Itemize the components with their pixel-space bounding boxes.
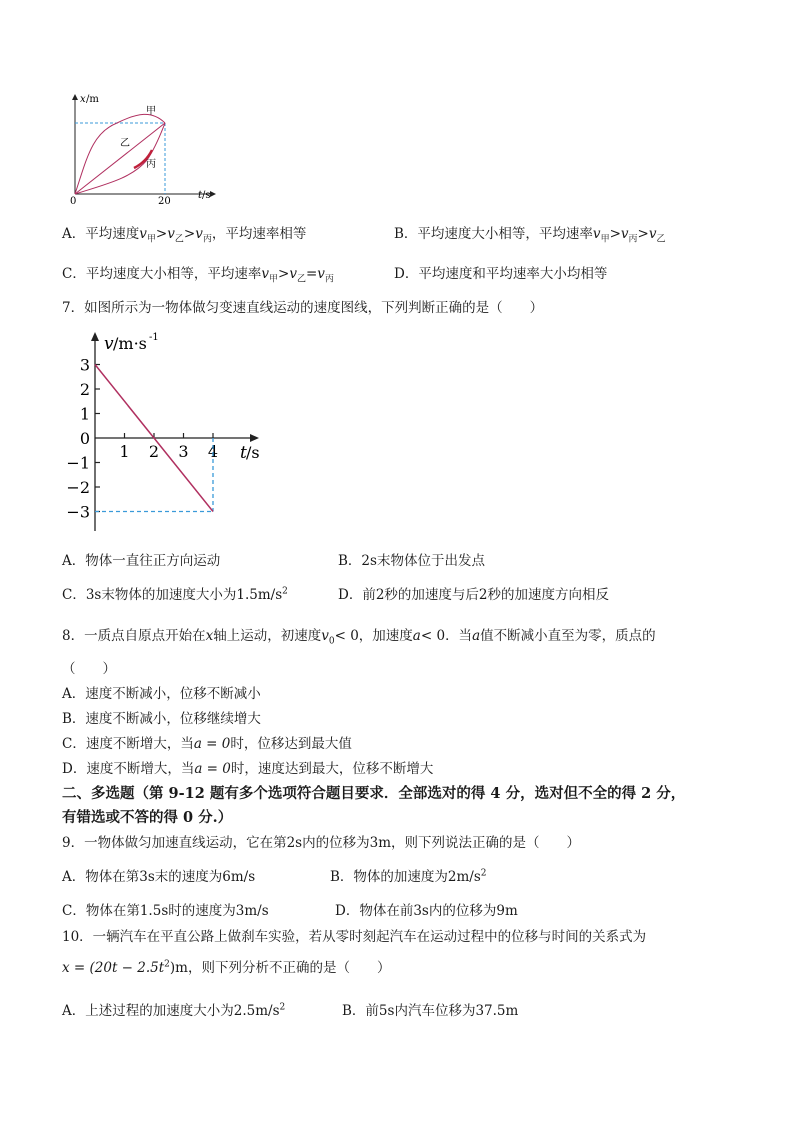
- q10-formula: x = (20t − 2.5t: [62, 960, 165, 976]
- label-yi: 乙: [120, 138, 130, 149]
- q9-a-pre: A．物体在第: [62, 869, 140, 885]
- q8-stem-mid3: ．当: [445, 628, 473, 644]
- x-tick-label: 1: [119, 442, 130, 461]
- v-sym: v: [167, 226, 175, 242]
- q9-d-mid: 内的位移为: [428, 903, 497, 919]
- q8-stem-pre: 8．一质点自原点开始在: [62, 628, 206, 644]
- q7-d-post: 秒的加速度方向相反: [487, 587, 610, 603]
- sub-bing: 丙: [628, 234, 638, 245]
- q10-b-n: 5s: [378, 1003, 395, 1019]
- q7-d-n2: 2: [478, 587, 488, 603]
- a-eq-0: a = 0: [193, 736, 231, 752]
- xt-t-label-unit: /s: [202, 190, 211, 201]
- q10-option-a: [62, 1002, 285, 1020]
- q7-b-num: 2s: [361, 553, 377, 569]
- section2-heading-line2: 有错选或不答的得 0 分.）: [62, 809, 233, 826]
- q9-b-val: 2m/s: [447, 869, 481, 885]
- q9-option-c: [62, 902, 269, 920]
- v-sym: v: [321, 628, 329, 644]
- section2-heading-line1: 二、多选题（第 9-12 题有多个选项符合题目要求．全部选对的得 4 分，选对但不全的得 2 分，: [62, 785, 686, 802]
- v-sym: v: [289, 266, 297, 282]
- v-sym: v: [261, 266, 269, 282]
- q7-b-letter: B．: [338, 553, 362, 569]
- q10-stem-line1: 10．一辆汽车在平直公路上做刹车实验，若从零时刻起汽车在运动过程中的位移与时间的关系式为: [62, 929, 647, 945]
- q9-option-a: [62, 868, 255, 886]
- q10-a-exp: 2: [279, 1002, 286, 1013]
- vt-x-arrow: [250, 434, 259, 442]
- q8-stem-mid1: 轴上运动，初速度: [213, 628, 322, 644]
- x-tick-label: 3: [178, 442, 189, 461]
- q7-d-n1: 2: [375, 587, 385, 603]
- vt-xlabel-unit: /s: [246, 443, 260, 462]
- vt-ylabel-exp: -1: [149, 332, 159, 343]
- q9-d-n: 3s: [413, 903, 429, 919]
- q7-option-d: [338, 586, 609, 604]
- q7-c-exp: 2: [282, 586, 288, 597]
- q7-c-num: 3s: [85, 587, 102, 603]
- x-sym: x: [205, 628, 214, 644]
- q9-s1: 2s: [286, 835, 303, 851]
- q8-c-post: 时，位移达到最大值: [230, 736, 352, 752]
- q9-s2: 3m: [369, 835, 392, 851]
- v-sym: v: [317, 266, 325, 282]
- q9-option-b: [330, 868, 487, 886]
- q8-stem: [62, 627, 656, 645]
- q7-d-pre: D．前: [338, 587, 376, 603]
- q10-a-val: 2.5m/s: [233, 1003, 280, 1019]
- q6-c-letter: C．: [62, 266, 86, 282]
- q9-stem: [62, 834, 580, 852]
- sub-jia: 甲: [146, 234, 156, 245]
- q10-stem2: ，则下列分析不正确的是（ ）: [187, 960, 391, 976]
- q9-c-mid: 时的速度为: [168, 903, 236, 919]
- q9-a-n: 3s: [139, 869, 155, 885]
- q8-paren: （ ）: [62, 661, 116, 677]
- q8-option-d: [62, 760, 433, 778]
- q8-d-pre: D．速度不断增大，当: [62, 761, 195, 777]
- y-tick-label: −1: [66, 453, 90, 473]
- label-jia: 甲: [146, 106, 156, 117]
- q6-option-d: [394, 265, 607, 283]
- a-sym: a: [412, 628, 421, 644]
- q9-a-val: 6m/s: [222, 869, 256, 885]
- x-tick-label: 4: [207, 442, 219, 461]
- sub-bing: 丙: [324, 274, 334, 285]
- sub-yi: 乙: [296, 274, 306, 285]
- vt-ylabel-unit: /m·s: [113, 334, 147, 353]
- q7-b-text: 末物体位于出发点: [376, 553, 485, 569]
- gt: >: [155, 226, 168, 242]
- q10-stem-line2: [62, 959, 390, 977]
- q7-option-b: [338, 552, 485, 570]
- q8-option-a: A．速度不断减小，位移不断减小: [62, 686, 261, 702]
- vt-ylabel-var: v: [104, 334, 114, 354]
- xt-origin: 0: [70, 196, 77, 206]
- q8-option-b: B．速度不断减小，位移继续增大: [62, 711, 261, 727]
- v0-sub: 0: [328, 636, 335, 647]
- v-sym: v: [648, 226, 657, 242]
- x-tick-label: 2: [148, 442, 160, 461]
- v-sym: v: [195, 226, 203, 242]
- q6-b-letter: B．: [394, 226, 418, 242]
- q6-b-text: 平均速度大小相等，平均速率: [417, 226, 593, 242]
- gt: >: [183, 226, 196, 242]
- sub-bing: 丙: [202, 234, 212, 245]
- q6-d-text: 平均速度和平均速率大小均相等: [418, 266, 608, 282]
- q6-a-text2: ，平均速率相等: [211, 226, 307, 242]
- q9-c-pre: C．物体在第: [62, 903, 140, 919]
- xt-t-tick: 20: [158, 196, 171, 206]
- gt: >: [637, 226, 649, 242]
- xt-x-arrow: [210, 191, 216, 197]
- a-sym: a: [472, 628, 481, 644]
- q9-stem-mid: 内的位移为: [302, 835, 370, 851]
- vt-xlabel-var: t: [240, 443, 247, 463]
- a-eq-0: a = 0: [194, 761, 231, 777]
- v-sym: v: [139, 226, 147, 242]
- q7-c-val: 1.5m/s: [236, 587, 283, 603]
- q6-option-b: [394, 225, 666, 243]
- q8-stem-mid2: ，加速度: [358, 628, 413, 644]
- q7-option-c: [62, 586, 288, 604]
- q6-a-text: 平均速度: [85, 226, 140, 242]
- q9-c-n: 1.5s: [139, 903, 169, 919]
- q7-stem: 7．如图所示为一物体做匀变速直线运动的速度图线，下列判断正确的是（ ）: [62, 300, 544, 316]
- q9-b-pre: B．物体的加速度为: [330, 869, 448, 885]
- q9-b-exp: 2: [480, 868, 487, 879]
- q10-formula-post: )m: [169, 960, 188, 976]
- q10-option-b: [342, 1002, 518, 1020]
- sub-yi: 乙: [656, 234, 666, 245]
- xt-graph: [62, 88, 222, 206]
- q9-d-pre: D．物体在前: [335, 903, 414, 919]
- curve-jia: [75, 114, 165, 194]
- xt-y-label-var: x: [80, 94, 86, 105]
- v-sym: v: [592, 226, 601, 242]
- vt-graph: [62, 326, 272, 541]
- q10-formula-exp: 2: [164, 959, 170, 970]
- q10-b-mid: 内汽车位移为: [394, 1003, 476, 1019]
- q8-stem-post: 值不断减小直至为零，质点的: [480, 628, 656, 644]
- xt-y-arrow: [72, 94, 78, 100]
- gt: >: [278, 266, 290, 282]
- q7-option-a: A．物体一直往正方向运动: [62, 553, 221, 569]
- q7-c-text: 末物体的加速度大小为: [101, 587, 237, 603]
- q6-c-text: 平均速度大小相等，平均速率: [85, 266, 262, 282]
- eq: =: [305, 266, 318, 282]
- q9-d-val: 9m: [496, 903, 518, 919]
- y-tick-label: −2: [66, 478, 90, 497]
- q8-d-post: 时，速度达到最大，位移不断增大: [230, 761, 434, 777]
- lt0: < 0: [334, 628, 359, 644]
- q6-d-letter: D．: [394, 266, 419, 282]
- q8-option-c: [62, 735, 352, 753]
- q7-c-letter: C．: [62, 587, 86, 603]
- label-bing: 丙: [146, 159, 156, 170]
- xt-t-label-var: t: [198, 190, 203, 201]
- q8-c-pre: C．速度不断增大，当: [62, 736, 194, 752]
- q9-a-mid: 末的速度为: [154, 869, 223, 885]
- q9-stem-post: ，则下列说法正确的是（ ）: [391, 835, 581, 851]
- sub-jia: 甲: [268, 274, 278, 285]
- v-sym: v: [620, 226, 629, 242]
- q9-option-d: [335, 902, 518, 920]
- q9-c-val: 3m/s: [235, 903, 269, 919]
- q9-stem-pre: 9．一物体做匀加速直线运动，它在第: [62, 835, 287, 851]
- q6-option-a: [62, 225, 306, 243]
- sub-jia: 甲: [600, 234, 610, 245]
- y-tick-label: 0: [79, 429, 90, 448]
- xt-y-label-unit: /m: [86, 94, 99, 105]
- y-tick-label: −3: [66, 502, 90, 522]
- q10-b-val: 37.5m: [475, 1003, 519, 1019]
- lt0: < 0: [420, 628, 446, 644]
- y-tick-label: 2: [79, 380, 90, 399]
- q7-d-mid: 秒的加速度与后: [384, 587, 479, 603]
- gt: >: [609, 226, 621, 242]
- y-tick-label: 1: [79, 404, 90, 424]
- q10-a-pre: A．上述过程的加速度大小为: [62, 1003, 234, 1019]
- q10-b-pre: B．前: [342, 1003, 379, 1019]
- q6-a-letter: A．: [62, 226, 86, 242]
- sub-yi: 乙: [174, 234, 184, 245]
- q6-option-c: [62, 265, 334, 283]
- y-tick-label: 3: [79, 355, 90, 375]
- vt-y-arrow: [91, 332, 99, 341]
